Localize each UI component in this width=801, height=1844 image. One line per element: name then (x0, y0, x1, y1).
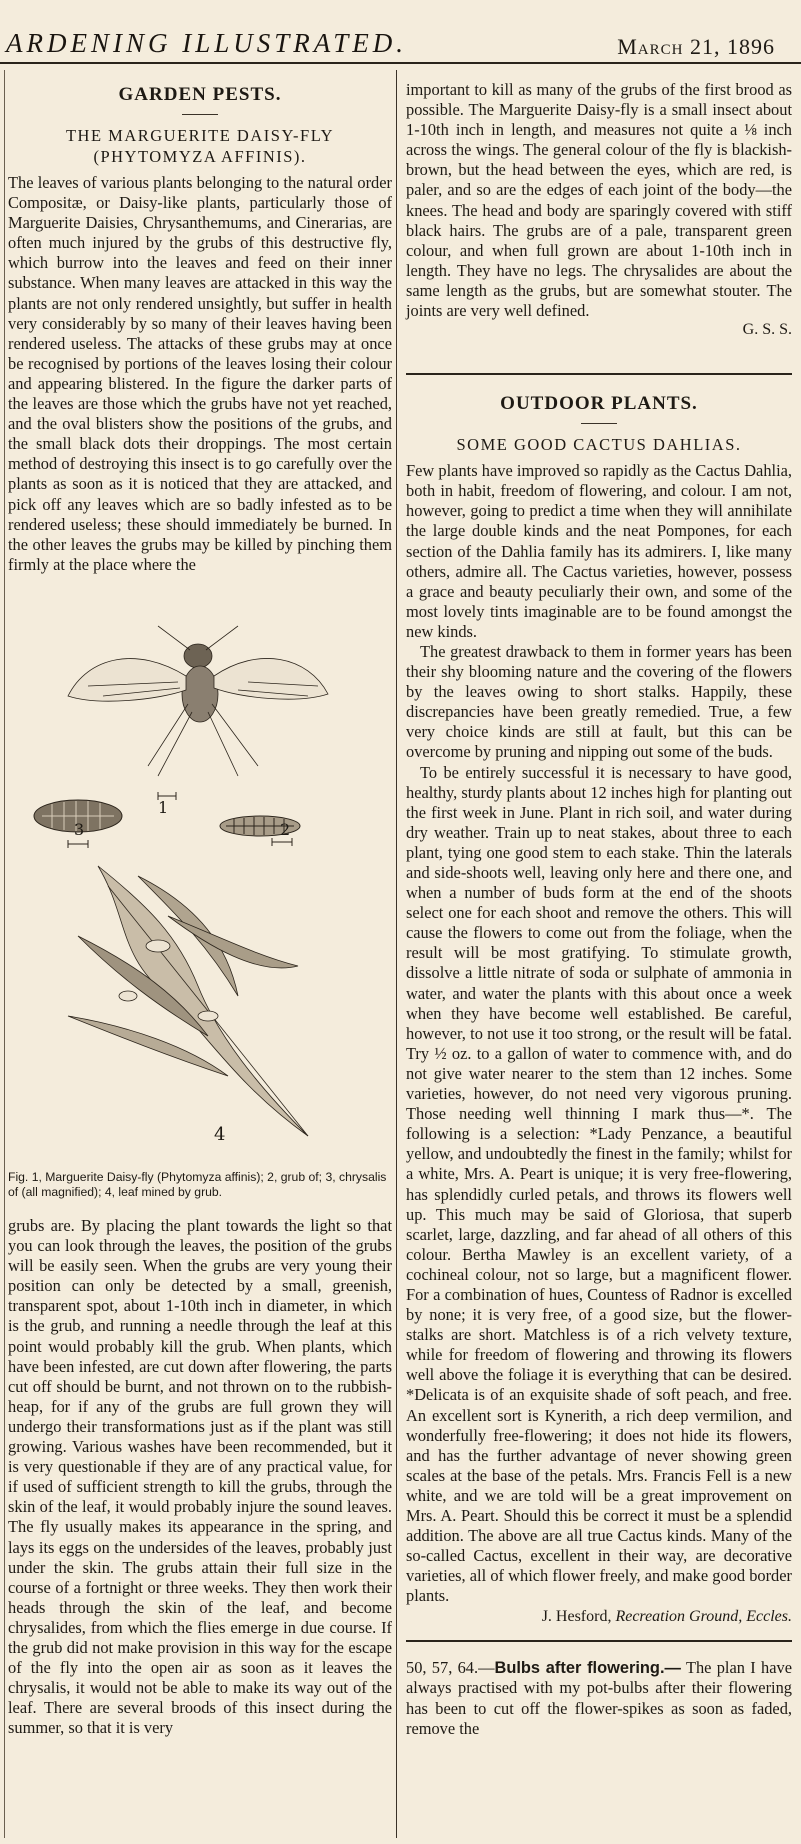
bulbs-reference-numbers: 50, 57, 64.— (406, 1658, 495, 1678)
figure-label-4: 4 (214, 1124, 226, 1145)
left-column-continued (8, 1216, 392, 1738)
figure-label-3: 3 (74, 820, 85, 839)
paragraph-bulbs-after-flowering (406, 1658, 792, 1738)
fly-engraving (68, 626, 328, 776)
left-column (8, 80, 392, 575)
figure-caption: Fig. 1, Marguerite Daisy-fly (Phytomyza affinis); 2, grub of; 3, chrysalis of (all magnified); 4, leaf mined by grub. (8, 1170, 387, 1199)
bulbs-heading: Bulbs after flowering.— (494, 1659, 681, 1678)
masthead: ARDENING ILLUSTRATED. (6, 28, 408, 58)
paragraph-daisy-fly-description: important to kill as many of the grubs of the first brood as possible. The Marguerite Daisy-fly is a small insect about 1-10th inch in length, and measures not quite a ⅛ inch across the wings. The general colour of the fly is blackish-brown, but the head between the eyes, which are red, is paler, and so are the edges of each joint of the body—the knees. The head and body are sparingly covered with stiff black hairs. The grubs are of a pale, transparent green colour, and when full grown are about 1-10th inch in length. They have no legs. The chrysalides are about the same length as the grubs, but are somewhat stouter. The joints are very well defined. (406, 80, 792, 321)
signature-hesford (406, 1608, 792, 1626)
figure-label-2: 2 (280, 820, 291, 839)
article-title-line-2: (PHYTOMYZA AFFINIS). (93, 147, 307, 166)
title-rule (182, 114, 218, 115)
paragraph-dahlias-cultivation: To be entirely successful it is necessary to have good, healthy, sturdy plants about 12 inches high for planting out the first week in June. Plant in rich soil, and water during dry weather. Train up to neat stakes, about three to each plant, tying one good stem to each stake. Thin the laterals and side-shoots well, leaving only here and there one, and when a number of buds form at the end of the shoots select one for each shoot and remove the others. This will cause the flowers to come out from the foliage, when the result will be most gratifying. To stimulate growth, dissolve a little nitrate of soda or sulphate of ammonia in water, and water the plants with this about once a week when they have become well established. Be careful, however, to not use it too strong, or the result will be fatal. Try ½ oz. to a gallon of water to commence with, and do not give water nearer to the stem than 12 inches. Some varieties, however, do not need very vigorous pruning. Those needing well thinning I mark thus—*. The following is a selection: *Lady Penzance, a beautiful yellow, and undoubtedly the finest in the family; whilst for a white, Mrs. A. Peart is unique; it is very free-flowering, has splendidly curled petals, and throws its flowers well up. This much may be said of Gloriosa, that superb scarlet, large, dazzling, and far ahead of all others of this colour. Bertha Mawley is an excellent variety, of a cochineal colour, not so large, but a magnificent flower. For a combination of hues, Countess of Radnor is excelled by none; it is very free, of a good size, but the flower-stalks are short. Matchless is of a rich velvety texture, while for freedom of flowering and throwing its flowers well above the foliage it is everything that can be desired. *Delicata is of an exquisite shade of soft peach, and free. An excellent sort is Kynerith, a rich deep vermilion, and wonderfully free-flowering; it does not hide its flowers, and has the further advantage of never showing green scales at the base of the petals. Mrs. Francis Fell is a new white, and we are told will be a great improvement on Mrs. A. Peart. Should this be correct it must be a splendid addition. The above are all true Cactus kinds. Many of the so-called Cactus, excellent in their way, are decorative varieties, all of which flower freely, and make good border plants. (406, 762, 792, 1606)
left-margin-rule (4, 70, 5, 1838)
paragraph-dahlias-drawback: The greatest drawback to them in former years has been their shy blooming nature and the covering of the flowers by the leaves owing to short stalks. Happily, these discrepancies have been greatly remedied. True, a few very choice kinds are still at fault, but this can be overcome by pruning and nipping out some of the buds. (406, 641, 792, 762)
article-title-line-1: THE MARGUERITE DAISY-FLY (65, 126, 335, 145)
figure-label-1: 1 (158, 798, 169, 817)
figure-daisy-fly (8, 616, 392, 1176)
section-separator (406, 373, 792, 375)
signature-hesford-name: J. Hesford, (541, 1608, 612, 1626)
issue-date: March 21, 1896 (617, 34, 775, 59)
page-header (0, 0, 801, 64)
column-divider (396, 70, 397, 1838)
article-title-daisy-fly (8, 125, 392, 167)
engraving-illustration (8, 616, 392, 1176)
section-title-outdoor-plants: OUTDOOR PLANTS. (500, 393, 698, 415)
paragraph-dahlias-intro: Few plants have improved so rapidly as the Cactus Dahlia, both in habit, freedom of flowering, and colour. I am not, however, going to predict a time when they will annihilate the large double kinds and the neat Pompones, for each section of the Dahlia family has its admirers. I, like many others, admire all. The Cactus varieties, however, possess a grace and beauty peculiarly their own, and some of the most lovely tints imaginable are to be found amongst the new kinds. (406, 461, 792, 641)
paragraph-daisy-fly-intro: The leaves of various plants belonging to the natural order Compositæ, or Daisy-like plants, particularly those of Marguerite Daisies, Chrysanthemums, and Cinerarias, are often much injured by the grubs of this destructive fly, which burrow into the leaves and feed on their inner substance. When many leaves are attacked in this way the plants are not only rendered unsightly, but suffer in health very considerably by so many of their leaves having been rendered useless. The attacks of these grubs may at once be recognised by portions of the leaves losing their colour and appearing blistered. In the figure the darker parts of the leaves are those which the grubs have not yet reached, and the oval blisters show the positions of the grubs, and the small black dots their droppings. The most certain method of destroying this insect is to go carefully over the plants as soon as it is noticed that they are attacked, and pick off any leaves which are so badly infested as to be rendered useless; these should immediately be burned. In the other leaves the grubs may be killed by pinching them firmly at the place where the (8, 173, 392, 574)
mined-leaf-engraving (68, 866, 308, 1136)
right-column (406, 80, 792, 1755)
bulbs-text: The plan I have always practised with my pot-bulbs after their flowering has been to cut off the flower-spikes as soon as faded, remove the (406, 1658, 792, 1738)
section-title-garden-pests: GARDEN PESTS. (118, 84, 282, 105)
paragraph-daisy-fly-control: grubs are. By placing the plant towards the light so that you can look through the leaves, the position of the grubs will be easily seen. When the grubs are very young their position can only be detected by a small, greenish, transparent spot, about 1-10th inch in diameter, in which is the grub, and running a needle through the leaf at this point would probably kill the grub. When plants, which have been infested, are cut down after flowering, the parts cut off should be burnt, and not thrown on to the rubbish-heap, for if any of the grubs are full grown they will undergo their transformations just as if the plant was still growing. Various washes have been recommended, but it is very questionable if they are of any practical value, for if used of sufficient strength to kill the grubs, through the skin of the leaf, it would probably injure the sound leaves. The fly usually makes its appearance in the spring, and lays its eggs on the undersides of the leaves, probably just under the skin. The grubs attain their full size in the course of a fortnight or three weeks. They then work their heads through the skin of the leaf, and become chrysalides, from which the flies emerge in due course. If the grub did not make provision in this way for the escape of the fly into the open air as soon as it leaves the chrysalis, it would not be able to make its way out of the leaf. There are several broods of this insect during the summer, so that it is very (8, 1216, 392, 1738)
section-separator-2 (406, 1640, 792, 1642)
signature-hesford-place: Recreation Ground, Eccles. (615, 1608, 792, 1626)
signature-gss: G. S. S. (742, 321, 792, 339)
title-rule-outdoor (581, 423, 617, 424)
article-title-cactus-dahlias: SOME GOOD CACTUS DAHLIAS. (456, 435, 742, 455)
